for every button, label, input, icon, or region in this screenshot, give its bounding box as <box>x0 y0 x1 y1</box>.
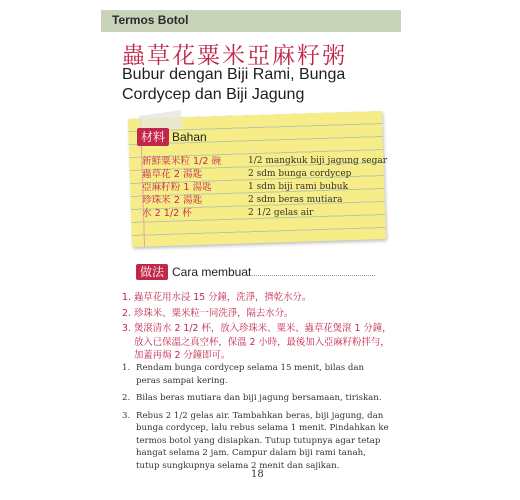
ingredients-badge: 材料 <box>137 128 169 146</box>
ingredient-item: 1/2 mangkuk biji jagung segar <box>248 156 388 166</box>
dotted-divider <box>243 275 375 276</box>
step-text: Bilas beras mutiara dan biji jagung bersamaan, tiriskan. <box>136 393 382 403</box>
ingredient-item: 新鮮粟米粒 1/2 碗 <box>142 156 222 167</box>
method-step <box>122 362 390 387</box>
step-number: 3. <box>122 323 131 334</box>
recipe-title-malay: Bubur dengan Biji Rami, Bunga Cordycep dan Biji Jagung <box>122 66 346 103</box>
method-step <box>122 410 390 473</box>
ingredients-list-malay <box>248 155 388 220</box>
ingredient-item: 2 sdm beras mutiara <box>248 195 343 205</box>
method-badge: 做法 <box>136 264 168 280</box>
method-step <box>122 291 392 305</box>
page-number: 18 <box>251 469 264 480</box>
ingredient-item: 2 sdm bunga cordycep <box>248 169 352 179</box>
step-number: 1. <box>122 292 131 303</box>
step-number: 3. <box>122 410 131 421</box>
ingredient-item: 珍珠米 2 湯匙 <box>142 195 203 206</box>
step-text: Rebus 2 1/2 gelas air. Tambahkan beras, biji jagung, dan bunga cordycep, lalu rebus selama 1 menit. Pindahkan ke termos botol yang disiapkan. Tutup tutupnya agar tetap hangat selama 2 jam. Campur dalam biji rami tanah, tutup sungkupnya selama 2 menit dan sajikan. <box>136 410 389 471</box>
ingredient-item: 1 sdm biji rami bubuk <box>248 182 349 192</box>
step-text: 煲滾清水 2 1/2 杯，放入珍珠米、粟米、蟲草花煲滾 1 分鐘，放入已保溫之真空杯，保溫 2 小時，最後加入亞麻籽粉拌勻，加蓋再焗 2 分鐘即可。 <box>134 323 392 361</box>
step-text: 珍珠米、粟米粒一同洗淨，隔去水分。 <box>134 307 294 319</box>
step-number: 1. <box>122 363 131 373</box>
step-number: 2. <box>122 393 131 403</box>
method-step <box>122 307 392 321</box>
method-steps-chinese <box>122 291 392 365</box>
method-steps-malay <box>122 362 390 477</box>
method-step <box>122 392 390 405</box>
method-step <box>122 322 392 363</box>
ingredient-item: 亞麻籽粉 1 湯匙 <box>142 182 212 193</box>
step-text: 蟲草花用水浸 15 分鐘，洗淨，擠乾水分。 <box>134 292 312 303</box>
section-title: Termos Botol <box>112 13 189 27</box>
ingredients-heading: Bahan <box>172 130 207 144</box>
ingredient-item: 水 2 1/2 杯 <box>142 208 192 219</box>
ingredient-item: 2 1/2 gelas air <box>248 208 314 218</box>
step-number: 2. <box>122 307 131 319</box>
method-heading: Cara membuat <box>172 265 252 279</box>
step-text: Rendam bunga cordycep selama 15 menit, bilas dan peras sampai kering. <box>136 363 365 386</box>
recipe-title-chinese: 蟲草花粟米亞麻籽粥 <box>122 43 347 69</box>
ingredient-item: 蟲草花 2 湯匙 <box>142 169 203 180</box>
ingredients-list-chinese <box>142 155 242 220</box>
